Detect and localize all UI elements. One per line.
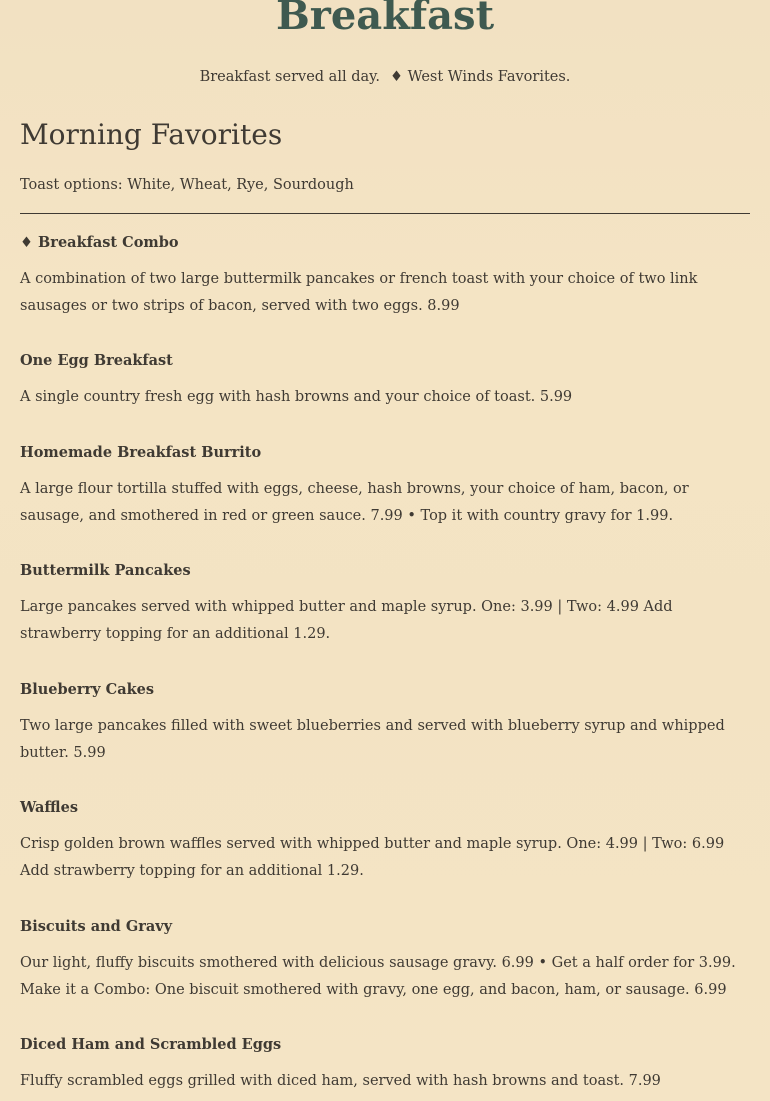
menu-item <box>20 797 750 885</box>
section-title: Morning Favorites <box>20 118 283 151</box>
subtitle-hours: Breakfast served all day. <box>199 69 380 85</box>
menu-item-name: Buttermilk Pancakes <box>20 562 191 579</box>
menu-item <box>20 350 750 411</box>
menu-item-name: Biscuits and Gravy <box>20 918 173 935</box>
menu-item-description: A large flour tortilla stuffed with eggs, cheese, hash browns, your choice of ham, bacon, or sausage, and smothered in red or green sauce. 7.99 • Top it with country gravy for 1.99. <box>20 481 689 524</box>
menu-item-name: One Egg Breakfast <box>20 352 173 369</box>
menu-item-name: Homemade Breakfast Burrito <box>20 444 262 461</box>
menu-item <box>20 232 750 320</box>
menu-item-description: Fluffy scrambled eggs grilled with diced ham, served with hash browns and toast. 7.99 <box>20 1073 661 1089</box>
menu-item-name: ♦ Breakfast Combo <box>20 234 179 251</box>
menu-item <box>20 1034 750 1095</box>
menu-item-description: A single country fresh egg with hash browns and your choice of toast. 5.99 <box>20 389 573 405</box>
menu-item <box>20 442 750 530</box>
menu-item <box>20 679 750 767</box>
menu-item-name: Blueberry Cakes <box>20 681 155 698</box>
toast-options: Toast options: White, Wheat, Rye, Sourdough <box>20 177 354 193</box>
page-title: Breakfast <box>275 0 495 39</box>
menu-item-description: Crisp golden brown waffles served with whipped butter and maple syrup. One: 4.99 | Two: 6.99 Add strawberry topping for an additional 1.29. <box>20 836 725 879</box>
section-divider <box>20 213 750 214</box>
menu-item <box>20 916 750 1004</box>
menu-item <box>20 560 750 648</box>
menu-item-description: A combination of two large buttermilk pancakes or french toast with your choice of two link sausages or two strips of bacon, served with two eggs. 8.99 <box>20 271 698 314</box>
subtitle-favorites-note: ♦ West Winds Favorites. <box>390 69 571 85</box>
menu-item-name: Waffles <box>20 799 78 816</box>
menu-item-name: Diced Ham and Scrambled Eggs <box>20 1036 282 1053</box>
page-subtitle <box>0 66 770 88</box>
menu-item-description: Two large pancakes filled with sweet blueberries and served with blueberry syrup and whipped butter. 5.99 <box>20 718 725 761</box>
menu-item-description: Our light, fluffy biscuits smothered with delicious sausage gravy. 6.99 • Get a half order for 3.99. Make it a Combo: One biscuit smothered with gravy, one egg, and bacon, ham, or sausage. 6.99 <box>20 955 736 998</box>
menu-item-description: Large pancakes served with whipped butter and maple syrup. One: 3.99 | Two: 4.99 Add strawberry topping for an additional 1.29. <box>20 599 673 642</box>
